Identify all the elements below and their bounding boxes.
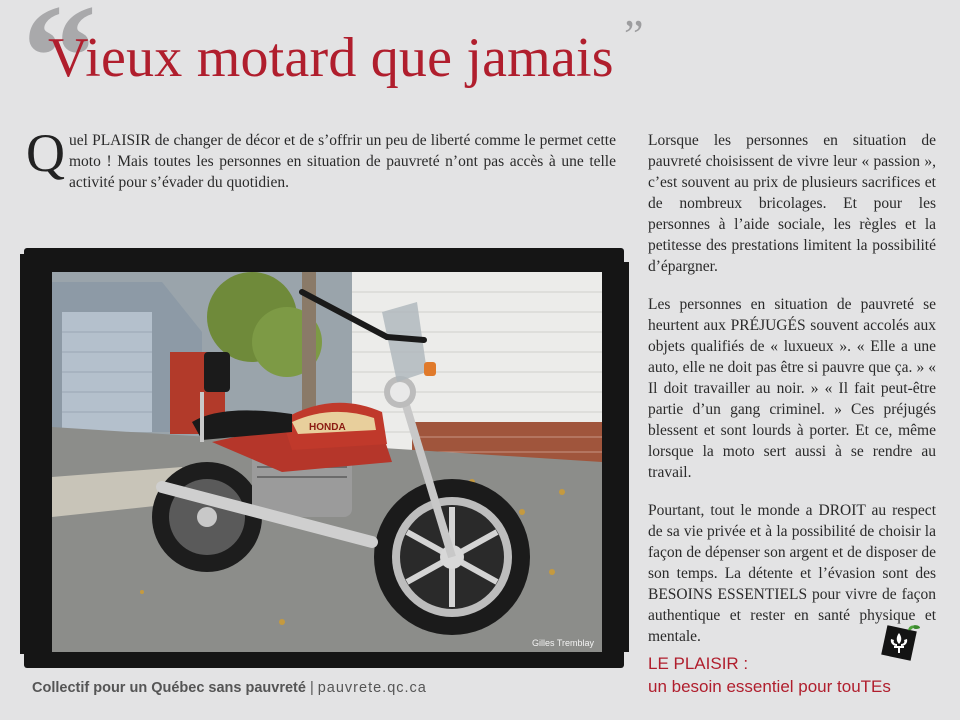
paragraph-prejuges: Les personnes en situation de pauvreté se heurtent aux PRÉJUGÉS souvent accolés aux objets qualifiés de « luxueux ». « Elle a une auto, elle ne doit pas être si pauvre que ça. » « Il doit travailler au noir. » « Il fait peut-être partie d’un gang criminel. » Ces préjugés blessent et sont lourds à porter. Et ce, même lorsque la moto sert aussi à se rendre au travail. [648, 296, 936, 481]
website-link[interactable]: pauvrete.qc.ca [317, 680, 427, 696]
right-column [648, 130, 936, 664]
tagline-heading: LE PLAISIR : [648, 654, 749, 673]
open-quote-mark: “ [22, 0, 97, 140]
footer-credit [32, 680, 427, 696]
paragraph-droit: Pourtant, tout le monde a DROIT au respect de sa vie privée et à la possibilité de choisir la façon de dépenser son argent et de disposer de son temps. La détente et l’évasion sont des BESOINS ESSENTIELS pour vivre de façon authentique et rester en santé physique et mentale. [648, 502, 936, 645]
motorcycle-illustration [52, 272, 602, 652]
tagline-subheading: un besoin essentiel pour touTEs [648, 677, 891, 696]
drop-cap: Q [26, 123, 65, 183]
organization-name: Collectif pour un Québec sans pauvreté [32, 680, 306, 696]
close-quote-mark: ” [624, 11, 644, 60]
photo-credit: Gilles Tremblay [531, 638, 594, 648]
motorcycle-photo [52, 272, 602, 652]
tagline [648, 652, 891, 698]
intro-text: uel PLAISIR de changer de décor et de s’offrir un peu de liberté comme le permet cette moto ! Mais toutes les personnes en situation de pauvreté n’ont pas accès à une telle activité pour s’évader du quotidien. [69, 132, 616, 191]
intro-paragraph [26, 123, 616, 193]
footer-separator: | [309, 680, 314, 696]
fleur-de-lis-icon [878, 622, 922, 666]
page-title: Vieux motard que jamais [48, 27, 614, 89]
honda-logo-text: HONDA [309, 422, 346, 433]
paragraph-passion: Lorsque les personnes en situation de pauvreté choisissent de vivre leur « passion », c’est souvent au prix de plusieurs sacrifices et de nombreux bricolages. Et pour les personnes à l’aide sociale, les règles et la petitesse des prestations limitent la possibilité d’épargner. [648, 132, 936, 275]
photo-frame [24, 248, 624, 668]
